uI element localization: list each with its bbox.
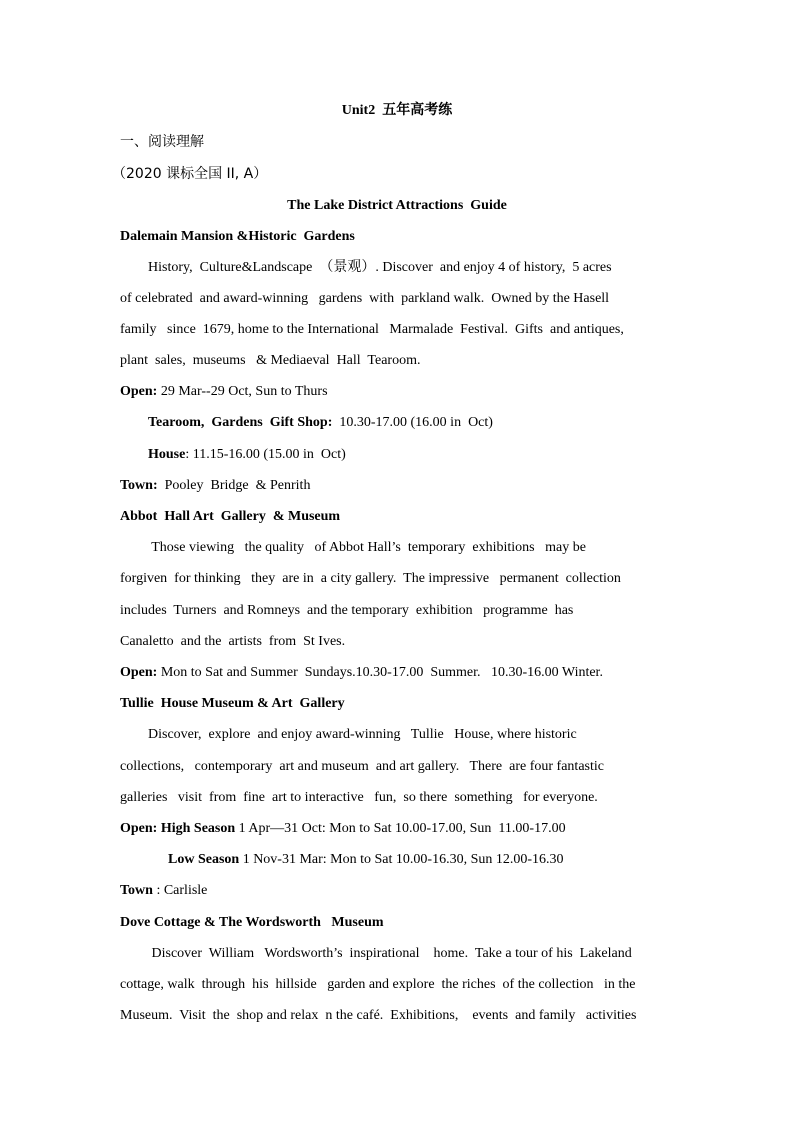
tullie-open-low [168,850,564,870]
tullie-town [120,881,207,901]
tullie-body-line: collections, contemporary art and museum and art gallery. There are four fantastic [120,759,604,774]
house-label: House [148,447,186,462]
open-label: Open: [120,821,158,836]
tullie-body-line: galleries visit from fine art to interactive fun, so there something for everyone. [120,790,598,805]
town-value: : Carlisle [152,883,208,898]
high-season-value: 1 Apr—31 Oct: Mon to Sat 10.00-17.00, Sun 11.00-17.00 [235,821,566,836]
dalemain-heading: Dalemain Mansion &Historic Gardens [120,229,355,244]
town-label: Town: [120,478,158,493]
abbot-open [120,663,603,683]
tearoom-label: Tearoom, Gardens Gift Shop: [148,415,333,430]
dalemain-body-line: History, Culture&Landscape （景观）. Discover and enjoy 4 of history, 5 acres [148,260,612,275]
dove-heading: Dove Cottage & The Wordsworth Museum [120,915,384,930]
dalemain-house [148,445,346,465]
town-value: Pooley Bridge & Penrith [157,478,311,493]
tearoom-value: 10.30-17.00 (16.00 in Oct) [332,415,493,430]
high-season-label: High Season [157,821,236,836]
dove-body-line: Museum. Visit the shop and relax n the café. Exhibitions, events and family activities [120,1008,637,1023]
dalemain-open [120,382,328,402]
tullie-heading: Tullie House Museum & Art Gallery [120,696,345,711]
title-english: Unit2 [341,103,376,118]
open-label: Open: [120,665,158,680]
abbot-body-line: includes Turners and Romneys and the temporary exhibition programme has [120,603,574,618]
town-label: Town [120,883,153,898]
dove-body-line: cottage, walk through his hillside garden and explore the riches of the collection in the [120,977,636,992]
abbot-body-line: Those viewing the quality of Abbot Hall’s temporary exhibitions may be [148,540,586,555]
document-title [0,100,794,121]
dove-body-line: Discover William Wordsworth’s inspirational home. Take a tour of his Lakeland [148,946,632,961]
tullie-body-line: Discover, explore and enjoy award-winning Tullie House, where historic [148,727,577,742]
abbot-body-line: forgiven for thinking they are in a city gallery. The impressive permanent collection [120,571,621,586]
source-note: （2020 课标全国 II, A） [112,166,268,182]
low-season-label: Low Season [168,852,240,867]
passage-title: The Lake District Attractions Guide [287,198,507,213]
dalemain-body-line: of celebrated and award-winning gardens with parkland walk. Owned by the Hasell [120,291,610,306]
abbot-body-line: Canaletto and the artists from St Ives. [120,634,346,649]
title-chinese: 五年高考练 [382,102,453,118]
tullie-open-high [120,819,566,839]
open-label: Open: [120,384,158,399]
abbot-heading: Abbot Hall Art Gallery & Museum [120,509,341,524]
house-value: : 11.15-16.00 (15.00 in Oct) [185,447,346,462]
open-value: 29 Mar--29 Oct, Sun to Thurs [157,384,328,399]
dalemain-body-line: plant sales, museums & Mediaeval Hall Tearoom. [120,353,421,368]
section-heading: 一、阅读理解 [120,134,204,150]
dalemain-tearoom [148,413,493,433]
low-season-value: 1 Nov-31 Mar: Mon to Sat 10.00-16.30, Sun 12.00-16.30 [239,852,564,867]
open-value: Mon to Sat and Summer Sundays.10.30-17.00 Summer. 10.30-16.00 Winter. [157,665,603,680]
dalemain-body-line: family since 1679, home to the International Marmalade Festival. Gifts and antiques, [120,322,624,337]
dalemain-town [120,476,310,496]
